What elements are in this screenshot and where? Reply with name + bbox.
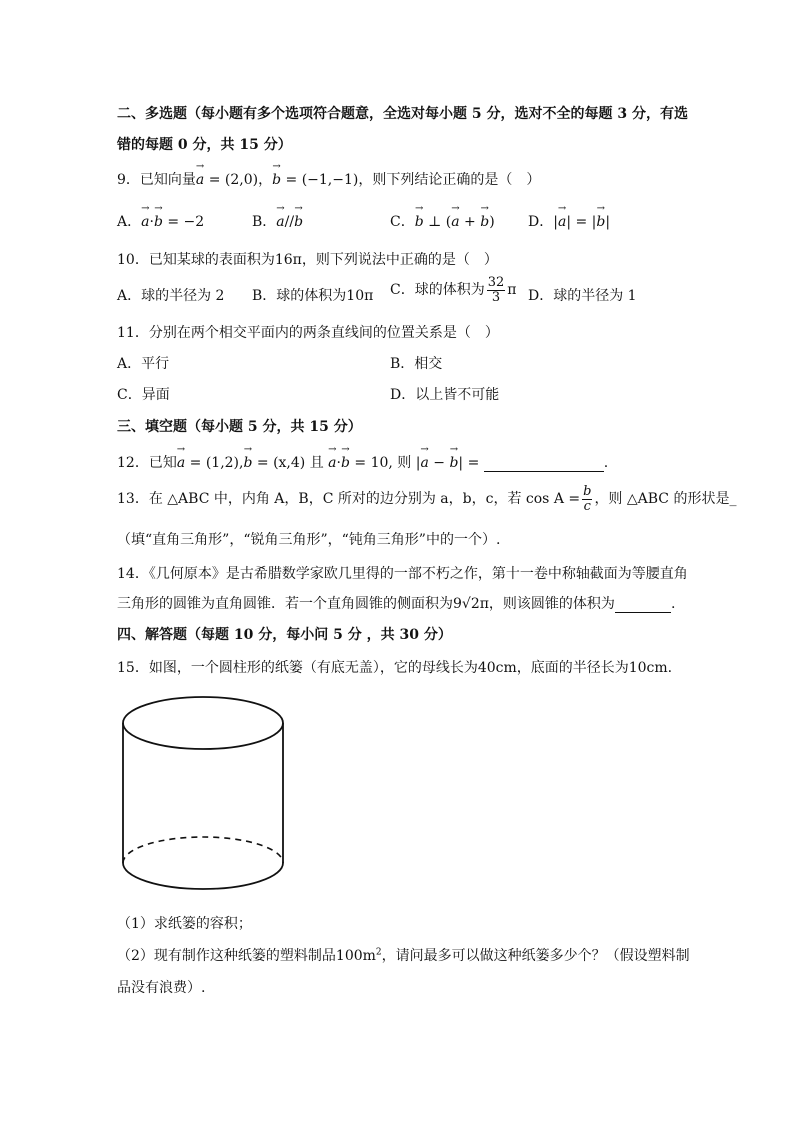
question-9-option-a: A．→ a·→ b = −2 <box>117 211 204 231</box>
question-14-line2: 三角形的圆锥为直角圆锥．若一个直角圆锥的侧面积为9√2π，则该圆锥的体积为 . <box>117 596 676 612</box>
question-15-part1: （1）求纸篓的容积； <box>117 916 252 932</box>
cylinder-top-ellipse <box>123 697 283 749</box>
question-9-option-c: C．→ b ⊥ (→ a + → b) <box>390 211 495 231</box>
cylinder-diagram <box>115 690 295 900</box>
question-13-line2: （填“直角三角形”，“锐角三角形”，“钝角三角形”中的一个）. <box>117 532 501 548</box>
question-10-option-a: A．球的半径为 2 <box>117 288 225 304</box>
question-15-part2-line1: （2）现有制作这种纸篓的塑料制品$100m^2$，请问最多可以做这种纸篓多少个？（假设塑料制 <box>117 947 690 964</box>
section2-heading-line2: 错的每题 0 分，共 15 分） <box>117 137 292 153</box>
question-12: 12．已知→ a = (1,2),→ b = (x,4) 且 → a·→ b = 10, 则 |→ a − → b| = . <box>117 452 608 472</box>
question-11-option-a: A．平行 <box>117 356 170 372</box>
vector-a: → a <box>196 172 204 188</box>
question-11-option-d: D．以上皆不可能 <box>390 387 500 403</box>
cylinder-bottom-front <box>123 863 283 889</box>
fraction-32-3: $\frac{32}{3}$ <box>487 275 505 305</box>
question-9-stem: 9．已知向量→ a = (2,0)，→ b = (−1,−1)，则下列结论正确的是（ ） <box>117 169 540 189</box>
question-10-option-c: C．球的体积为 $\frac{32}{3}$ π <box>390 275 517 305</box>
cylinder-bottom-back-dashed <box>123 837 283 863</box>
question-9-option-d: D．|→ a| = |→ b| <box>528 211 610 231</box>
section3-heading: 三、填空题（每小题 5 分，共 15 分） <box>117 419 362 435</box>
question-10-option-b: B．球的体积为10π <box>252 288 374 304</box>
answer-blank <box>615 596 671 613</box>
answer-blank <box>484 455 604 472</box>
question-14-line1: 14．《几何原本》是古希腊数学家欧几里得的一部不朽之作，第十一卷中称轴截面为等腰直角 <box>117 566 688 582</box>
fraction-b-c: $\frac{b}{c}$ <box>583 484 592 514</box>
question-9-option-b: B．→ a//→ b <box>252 211 303 231</box>
question-13-line1: 13．在 △ABC 中，内角 A，B，C 所对的边分别为 a，b，c，若 cos A = $\frac{b}{c}$ ，则 △ABC 的形状是_ <box>117 484 737 514</box>
question-15-stem: 15．如图，一个圆柱形的纸篓（有底无盖），它的母线长为40cm，底面的半径长为10cm. <box>117 660 673 676</box>
section2-heading-line1: 二、多选题（每小题有多个选项符合题意，全选对每小题 5 分，选对不全的每题 3 分，有选 <box>117 106 688 122</box>
section4-heading: 四、解答题（每题 10 分，每小问 5 分 ，共 30 分） <box>117 627 452 643</box>
question-11-option-b: B．相交 <box>390 356 443 372</box>
question-10-option-d: D．球的半径为 1 <box>528 288 637 304</box>
question-15-part2-line2: 品没有浪费）. <box>117 980 206 996</box>
question-10-stem: 10．已知某球的表面积为16π，则下列说法中正确的是（ ） <box>117 252 498 268</box>
question-11-stem: 11．分别在两个相交平面内的两条直线间的位置关系是（ ） <box>117 325 499 341</box>
vector-b: → b <box>272 172 281 188</box>
question-11-option-c: C．异面 <box>117 387 170 403</box>
